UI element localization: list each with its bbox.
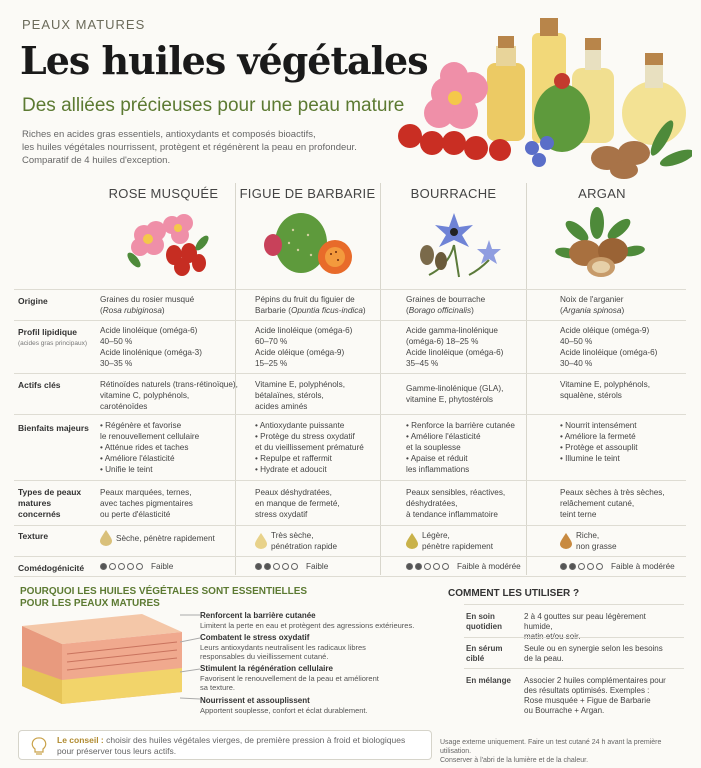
cell-types: Peaux sensibles, réactives, déshydratées, à tendance inflammatoire <box>406 488 506 519</box>
benefit-heading: Renforcent la barrière cutanée <box>200 611 316 620</box>
cell-texture <box>100 530 215 546</box>
cell-comedogenicite <box>406 562 521 571</box>
hero-illustration <box>392 8 692 180</box>
row-label-comedogenicite: Comédogénicité <box>18 563 85 573</box>
cell-actifs: Gamme-linolénique (GLA), vitamine E, phytostérols <box>406 384 504 404</box>
cell-origine: Graines du rosier musqué (Rosa rubiginosa) <box>100 295 195 315</box>
page-title: Les huiles végétales <box>20 38 428 83</box>
cell-profil: Acide linoléique (oméga-6) 60–70 % Acide oléique (oméga-9) 15–25 % <box>255 326 353 368</box>
row-divider <box>14 556 686 557</box>
origin-text: Noix de l'arganier <box>560 295 624 304</box>
row-divider <box>14 414 686 415</box>
usage-row <box>466 644 681 668</box>
rating-dot <box>560 563 567 570</box>
cell-actifs: Vitamine E, polyphénols, bétalaïnes, stérols, acides aminés <box>255 380 345 411</box>
cell-types: Peaux déshydratées, en manque de fermeté, stress oxydatif <box>255 488 340 519</box>
row-label-text: Profil lipidique <box>18 327 78 337</box>
latin-name: Rosa rubiginosa <box>102 306 162 315</box>
oil-drop-icon <box>560 533 572 549</box>
cell-profil: Acide linoléique (oméga-6) 40–50 % Acide linolénique (oméga-3) 30–35 % <box>100 326 202 368</box>
cell-actifs: Rétinoïdes naturels (trans-rétinoïque), vitamine C, polyphénols, caroténoïdes <box>100 380 238 411</box>
rating-dot <box>415 563 422 570</box>
benefit-text: Leurs antioxydants neutralisent les radicaux libres responsables du vieillissement cutané. <box>200 642 366 661</box>
texture-text: Sèche, pénètre rapidement <box>116 533 215 543</box>
origin-text: Graines du rosier musqué <box>100 295 195 304</box>
benefit-item <box>200 664 430 693</box>
benefit-heading: Nourrissent et assouplissent <box>200 696 310 705</box>
column-divider <box>380 183 381 575</box>
column-figue-de-barbarie <box>236 183 379 286</box>
cell-origine: Graines de bourrache (Borago officinalis) <box>406 295 486 315</box>
row-label-texture: Texture <box>18 531 49 541</box>
row-label-bienfaits: Bienfaits majeurs <box>18 423 89 433</box>
cell-actifs: Vitamine E, polyphénols, squalène, stérols <box>560 380 650 400</box>
rose-icon <box>114 205 214 279</box>
usage-key: En mélange <box>466 676 511 685</box>
cell-bienfaits: • Renforce la barrière cutanée • Améliore l'élasticité et la souplesse • Apaise et réduit les inflammations <box>406 421 515 474</box>
usage-key: En sérum ciblé <box>466 644 503 663</box>
column-rose-musquee <box>92 183 235 286</box>
row-label-types: Types de peaux matures concernés <box>18 487 82 519</box>
usage-value: Seule ou en synergie selon les besoins de la peau. <box>524 644 663 663</box>
column-title: BOURRACHE <box>410 186 497 201</box>
row-label-sub: (acides gras principaux) <box>18 340 88 347</box>
usage-row <box>466 676 681 720</box>
divider <box>464 637 684 638</box>
rating-dot <box>433 563 440 570</box>
rating-dot <box>291 563 298 570</box>
texture-text: Légère, pénètre rapidement <box>422 531 494 551</box>
cell-texture <box>255 530 337 552</box>
texture-text: Riche, non grasse <box>576 531 617 551</box>
rating-text: Faible <box>306 562 329 571</box>
column-bourrache <box>381 183 526 286</box>
benefit-text: Limitent la perte en eau et protègent des agressions extérieures. <box>200 620 415 630</box>
rating-dot <box>596 563 603 570</box>
benefit-item <box>200 611 430 630</box>
row-divider <box>14 289 686 290</box>
cell-profil: Acide oléique (oméga-9) 40–50 % Acide linoléique (oméga-6) 30–40 % <box>560 326 658 368</box>
column-title: ROSE MUSQUÉE <box>108 186 219 201</box>
benefit-heading: Combatent le stress oxydatif <box>200 633 310 642</box>
usage-key: En soin quotidien <box>466 612 502 631</box>
rating-dot <box>127 563 134 570</box>
why-section <box>20 586 438 610</box>
column-divider <box>526 183 527 575</box>
intro-line: Comparatif de 4 huiles d'exception. <box>22 155 171 166</box>
rating-dot <box>109 563 116 570</box>
usage-row <box>466 612 681 636</box>
column-argan <box>527 183 677 286</box>
oil-drop-icon <box>255 533 267 549</box>
latin-name: Borago officinalis <box>408 306 472 315</box>
subtitle: Des alliées précieuses pour une peau mature <box>22 95 405 116</box>
cell-origine: Noix de l'arganier (Argania spinosa) <box>560 295 625 315</box>
why-title: POURQUOI LES HUILES VÉGÉTALES SONT ESSENTIELLES POUR LES PEAUX MATURES <box>20 586 308 609</box>
cell-comedogenicite <box>255 562 328 571</box>
oil-drop-icon <box>100 530 112 546</box>
row-divider <box>14 525 686 526</box>
cell-origine: Pépins du fruit du figuier de Barbarie (Opuntia ficus-indica) <box>255 295 366 315</box>
cell-bienfaits: • Antioxydante puissante • Protège du stress oxydatif et du vieillissement prématuré • Repulpe et raffermit • Hydrate et adoucit <box>255 421 364 474</box>
rating-dot <box>442 563 449 570</box>
usage-title: COMMENT LES UTILISER ? <box>448 588 580 599</box>
borage-flower-icon <box>399 205 509 279</box>
benefit-heading: Stimulent la régénération cellulaire <box>200 664 333 673</box>
usage-value: 2 à 4 gouttes sur peau légèrement humide, <box>524 612 646 631</box>
divider <box>464 604 684 605</box>
rating-dot <box>282 563 289 570</box>
column-title: FIGUE DE BARBARIE <box>239 186 376 201</box>
benefit-text: Apportent souplesse, confort et éclat durablement. <box>200 705 368 715</box>
latin-name: Opuntia ficus-indica <box>290 306 363 315</box>
row-divider <box>14 373 686 374</box>
argan-nut-icon <box>547 205 657 279</box>
rating-dot <box>118 563 125 570</box>
rating-dot <box>587 563 594 570</box>
rating-dot <box>136 563 143 570</box>
usage-warning: Usage externe uniquement. Faire un test cutané 24 h avant la première utilisation. Conserver à l'abri de la lumière et de la chaleur. <box>440 739 662 764</box>
texture-text: Très sèche, pénétration rapide <box>271 531 338 551</box>
skin-layers-illustration <box>22 612 182 712</box>
cactus-fruit-icon <box>253 205 363 279</box>
row-label-profil <box>18 327 87 349</box>
row-divider <box>14 576 686 577</box>
latin-name: Argania spinosa <box>562 306 622 315</box>
cell-comedogenicite <box>100 562 173 571</box>
rating-text: Faible à modérée <box>457 562 521 571</box>
rating-dot <box>424 563 431 570</box>
rating-dot <box>569 563 576 570</box>
tip-box <box>18 730 432 760</box>
divider <box>464 668 684 669</box>
rating-text: Faible <box>151 562 174 571</box>
leader-lines <box>180 612 200 702</box>
cell-comedogenicite <box>560 562 675 571</box>
lightbulb-icon <box>31 737 47 757</box>
row-divider <box>14 320 686 321</box>
cell-profil: Acide gamma-linolénique (oméga-6) 18–25 % Acide linoléique (oméga-6) 35–45 % <box>406 326 504 368</box>
rating-dot <box>406 563 413 570</box>
rating-text: Faible à modérée <box>611 562 675 571</box>
oil-drop-icon <box>406 533 418 549</box>
benefit-item <box>200 696 430 715</box>
origin-text: Graines de bourrache <box>406 295 486 304</box>
row-divider <box>14 480 686 481</box>
intro <box>22 128 382 167</box>
kicker: PEAUX MATURES <box>22 17 146 32</box>
benefit-item <box>200 633 430 662</box>
rating-dot <box>100 563 107 570</box>
row-label-actifs: Actifs clés <box>18 380 61 390</box>
usage-value: Associer 2 huiles complémentaires pour des résultats optimisés. Exemples : Rose musquée + Figue de Barbarie ou Bourrache + Argan. <box>524 676 666 715</box>
intro-line: les huiles végétales nourrissent, protègent et régénèrent la peau en profondeur. <box>22 142 357 153</box>
cell-texture <box>560 530 617 552</box>
row-label-origine: Origine <box>18 296 48 306</box>
intro-line: Riches en acides gras essentiels, antioxydants et composés bioactifs, <box>22 129 316 140</box>
benefit-text: Favorisent le renouvellement de la peau et améliorent sa texture. <box>200 673 379 692</box>
cell-texture <box>406 530 493 552</box>
rating-dot <box>273 563 280 570</box>
cell-bienfaits: • Régénère et favorise le renouvellement cellulaire • Atténue rides et taches • Améliore l'élasticité • Unifie le teint <box>100 421 200 474</box>
cell-bienfaits: • Nourrit intensément • Améliore la fermeté • Protège et assouplit • Illumine le teint <box>560 421 638 463</box>
rating-dot <box>255 563 262 570</box>
rating-dot <box>264 563 271 570</box>
origin-text: Pépins du fruit du figuier de Barbarie <box>255 295 355 315</box>
column-title: ARGAN <box>578 186 626 201</box>
cell-types: Peaux marquées, ternes, avec taches pigmentaires ou perte d'élasticité <box>100 488 193 519</box>
tip-text: choisir des huiles végétales vierges, de première pression à froid et biologiques pour préserver tous leurs actifs. <box>57 735 406 756</box>
tip-label: Le conseil : <box>57 735 104 745</box>
rating-dot <box>578 563 585 570</box>
cell-types: Peaux sèches à très sèches, relâchement cutané, teint terne <box>560 488 665 519</box>
